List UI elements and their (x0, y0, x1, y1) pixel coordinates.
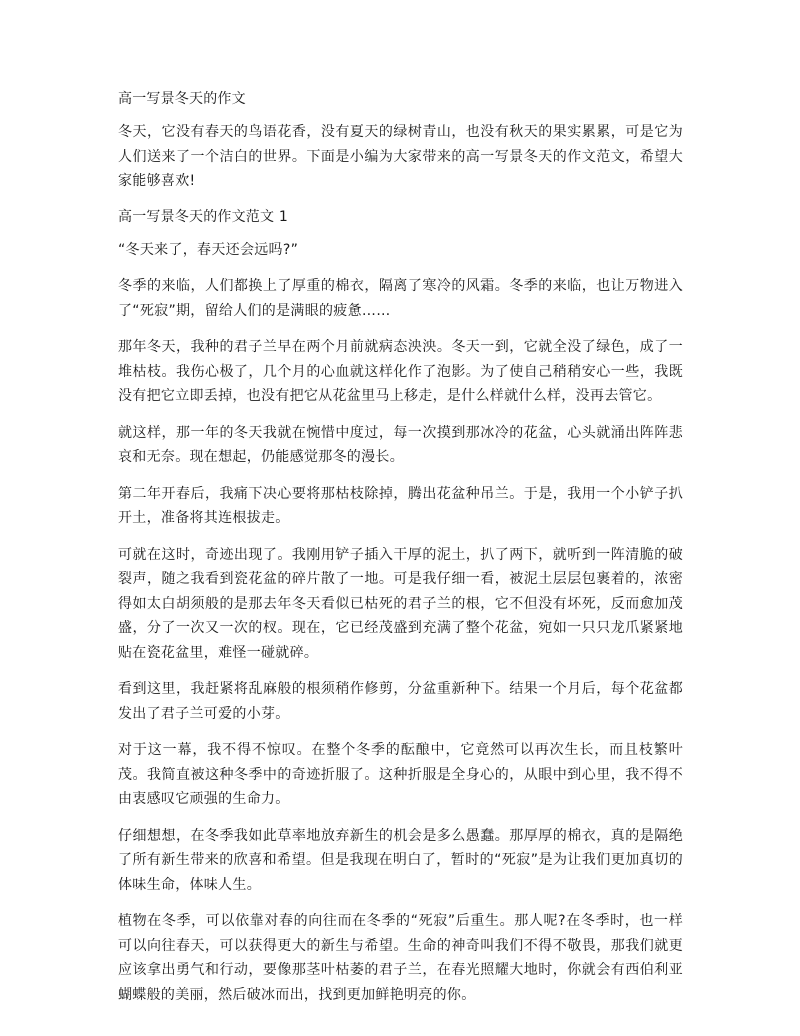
intro-paragraph: 冬天，它没有春天的鸟语花香，没有夏天的绿树青山，也没有秋天的果实累累，可是它为人们送来了一个洁白的世界。下面是小编为大家带来的高一写景冬天的作文范文，希望大家能够喜欢! (118, 124, 683, 189)
paragraph-reflection: 仔细想想，在冬季我如此草率地放弃新生的机会是多么愚蠢。那厚厚的棉衣，真的是隔绝了所有新生带来的欣喜和希望。但是我现在明白了，暂时的“死寂”是为让我们更加真切的体味生命，体味人生。 (118, 827, 683, 893)
paragraph-replanting: 看到这里，我赶紧将乱麻般的根须稍作修剪，分盆重新种下。结果一个月后，每个花盆都发出了君子兰可爱的小芽。 (118, 681, 683, 722)
paragraph-long-winter: 就这样，那一年的冬天我就在惋惜中度过，每一次摸到那冰冷的花盆，心头就涌出阵阵悲哀和无奈。现在想起，仍能感觉那冬的漫长。 (118, 424, 683, 465)
essay-title: 高一写景冬天的作文范文 1 (118, 208, 288, 225)
paragraph-miracle: 可就在这时，奇迹出现了。我刚用铲子插入干厚的泥土，扒了两下，就听到一阵清脆的破裂声，随之我看到瓷花盆的碎片散了一地。可是我仔细一看，被泥土层层包裹着的，浓密得如太白胡须般的是那去年冬天看似已枯死的君子兰的根，它不但没有坏死，反而愈加茂盛，分了一次又一次的杈。现在，它已经茂盛到充满了整个花盆，宛如一只只龙爪紧紧地贴在瓷花盆里，难怪一碰就碎。 (118, 546, 683, 661)
paragraph-spring-decision: 第二年开春后，我痛下决心要将那枯枝除掉，腾出花盆种吊兰。于是，我用一个小铲子扒开土，准备将其连根拔走。 (118, 485, 683, 526)
paragraph-conclusion: 植物在冬季，可以依靠对春的向往而在冬季的“死寂”后重生。那人呢?在冬季时，也一样可以向往春天，可以获得更大的新生与希望。生命的神奇叫我们不得不敬畏，那我们就更应该拿出勇气和行动，要像那茎叶枯萎的君子兰，在春光照耀大地时，你就会有西伯利亚蝴蝶般的美丽，然后破冰而出，找到更加鲜艳明亮的你。 (118, 913, 683, 1003)
paragraph-amazement: 对于这一幕，我不得不惊叹。在整个冬季的酝酿中，它竟然可以再次生长，而且枝繁叶茂。我简直被这种冬季中的奇迹折服了。这种折服是全身心的，从眼中到心里，我不得不由衷感叹它顽强的生命力。 (118, 742, 683, 807)
paragraph-winter-arrival: 冬季的来临，人们都换上了厚重的棉衣，隔离了寒冷的风霜。冬季的来临，也让万物进入了“死寂”期，留给人们的是满眼的疲惫…… (118, 278, 683, 319)
paragraph-withered-clivia: 那年冬天，我种的君子兰早在两个月前就病态泱泱。冬天一到，它就全没了绿色，成了一堆枯枝。我伤心极了，几个月的心血就这样化作了泡影。为了使自己稍稍安心一些，我既没有把它立即丢掉，也没有把它从花盆里马上移走，是什么样就什么样，没再去管它。 (118, 339, 683, 404)
document-title: 高一写景冬天的作文 (118, 91, 246, 107)
document-page (118, 88, 683, 1019)
paragraph-quote: “冬天来了，春天还会远吗?” (118, 241, 299, 258)
